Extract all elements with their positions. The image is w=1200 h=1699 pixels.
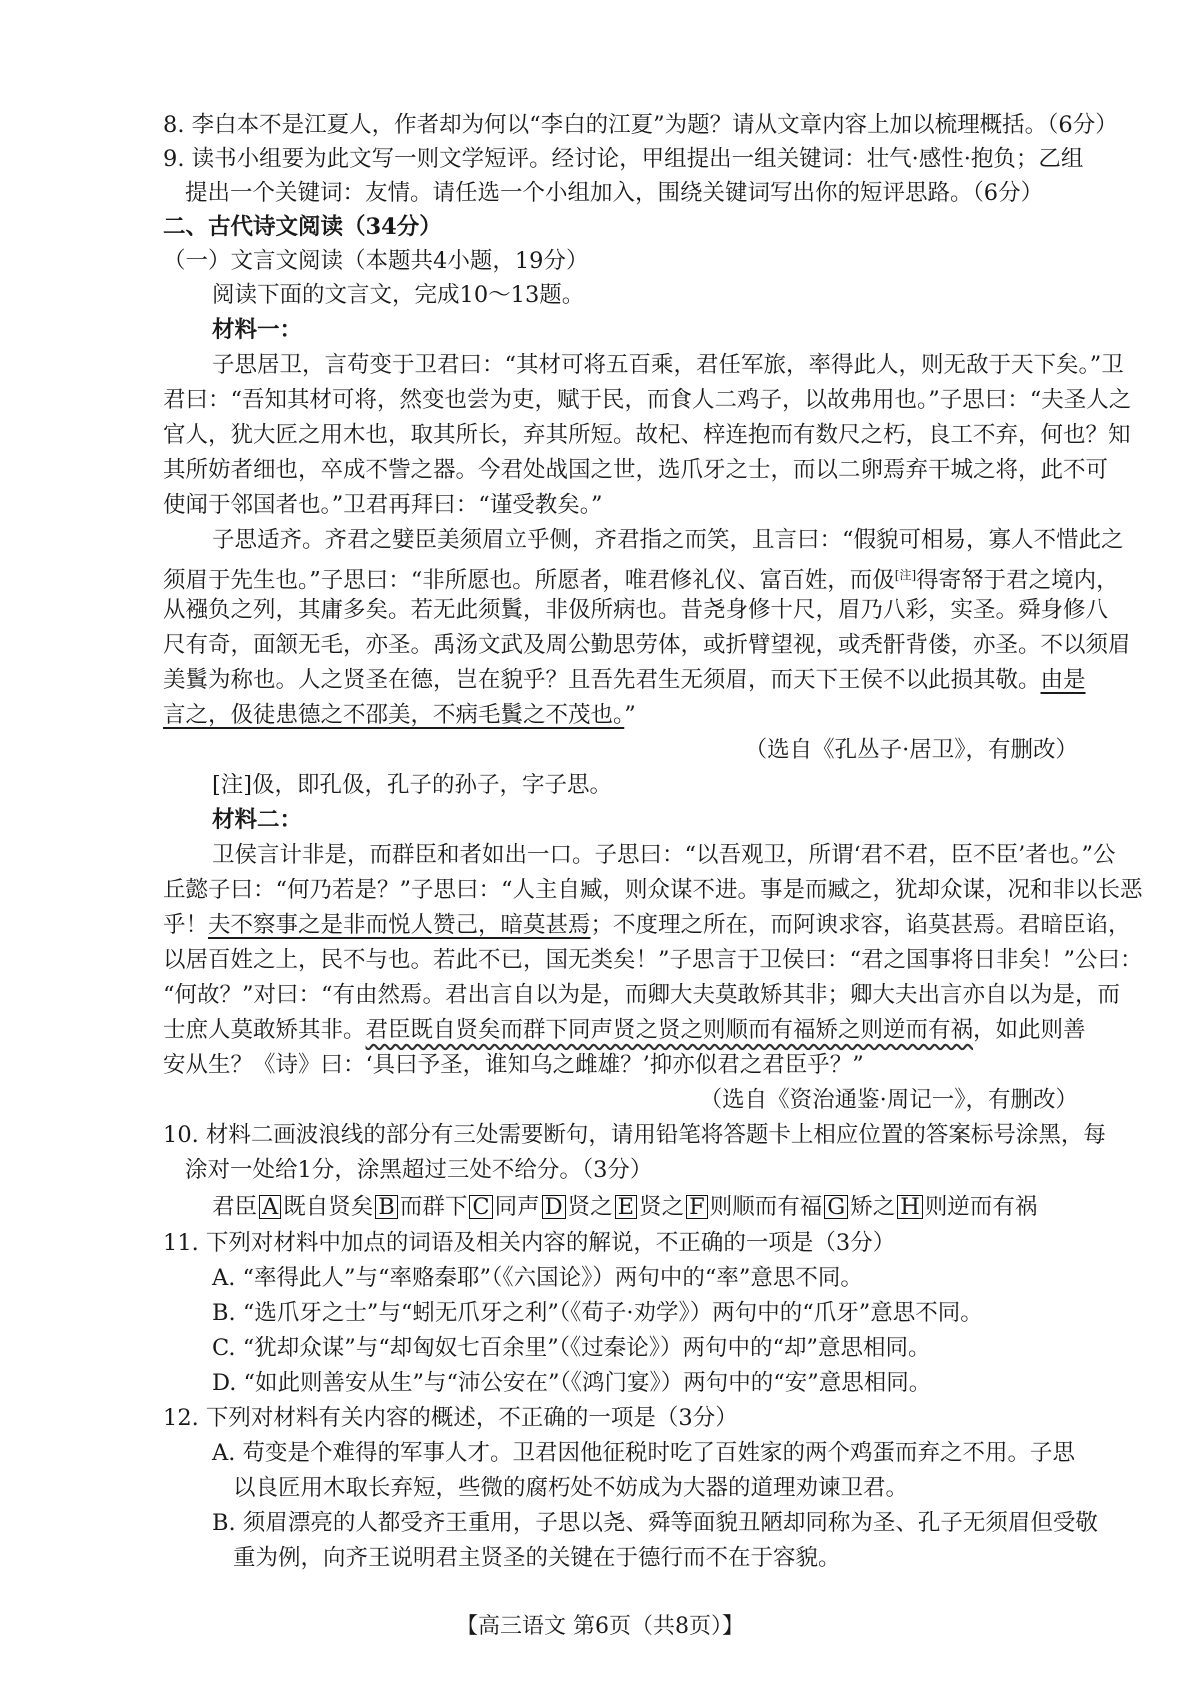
- material1-line: [163, 663, 1086, 697]
- material1-line: 君曰：“吾知其材可将，然变也尝为吏，赋于民，而食人二鸡子，以故弗用也。”子思曰：“夫圣人之: [163, 387, 1132, 413]
- option-box-e[interactable]: E: [615, 1195, 637, 1219]
- segment-text: 同声: [494, 1194, 540, 1220]
- annotation-note: [注]伋，即孔伋，孔子的孙子，字子思。: [212, 772, 613, 798]
- material1-line: 其所妨者细也，卒成不訾之器。今君处战国之世，选爪牙之士，而以二卵焉弃干城之将，此不可: [163, 457, 1109, 483]
- material2-line: [163, 908, 1131, 942]
- segment-text: 矫之: [850, 1194, 896, 1220]
- section-title: 二、古代诗文阅读（34分）: [163, 214, 442, 240]
- question-12-option-a: A. 苟变是个难得的军事人才。卫君因他征税时吃了百姓家的两个鸡蛋而弃之不用。子思: [212, 1440, 1076, 1466]
- option-box-h[interactable]: H: [897, 1195, 923, 1219]
- option-box-c[interactable]: C: [469, 1195, 492, 1219]
- question-11-option-d: D. “如此则善安从生”与“沛公安在”（《鸿门宴》）两句中的“安”意思相同。: [212, 1370, 932, 1396]
- material2-label: 材料二：: [212, 807, 303, 833]
- question-11-option-a: A. “率得此人”与“率赂秦耶”（《六国论》）两句中的“率”意思不同。: [212, 1265, 863, 1291]
- material1-text: 美鬒为称也。人之贤圣在德，岂在貌乎？且吾先君生无须眉，而天下王侯不以此损其敬。: [163, 667, 1041, 693]
- question-9-line1: 9. 读书小组要为此文写一则文学短评。经讨论，甲组提出一组关键词：壮气·感性·抱负；乙组: [163, 146, 1084, 172]
- material2-text: 乎！: [163, 912, 209, 938]
- material1-text: 须眉于先生也。”子思曰：“非所愿也。所愿者，唯君修礼仪、富百姓，而伋: [163, 567, 895, 594]
- material1-line: 子思适齐。齐君之嬖臣美须眉立乎侧，齐君指之而笑，且言曰：“假貌可相易，寡人不惜此之: [212, 527, 1124, 553]
- source-citation: （选自《资治通鉴·周记一》，有删改）: [699, 1087, 1078, 1113]
- question-11-option-c: C. “犹却众谋”与“却匈奴七百余里”（《过秦论》）两句中的“却”意思相同。: [212, 1335, 931, 1361]
- material2-line: 安从生？《诗》曰：‘具曰予圣，谁知乌之雌雄？’抑亦似君之君臣乎？”: [163, 1052, 864, 1078]
- question-11-stem: 11. 下列对材料中加点的词语及相关内容的解说，不正确的一项是（3分）: [163, 1230, 896, 1256]
- wavy-underlined-passage: 君臣既自贤矣而群下同声贤之贤之则顺而有福矫之则逆而有祸: [365, 1017, 974, 1043]
- option-box-f[interactable]: F: [686, 1195, 708, 1219]
- material2-text: 士庶人莫敢矫其非。: [163, 1017, 366, 1043]
- material2-line: 以居百姓之上，民不与也。若此不已，国无类矣！”子思言于卫侯曰：“君之国事将日非矣！”公曰：: [163, 947, 1143, 973]
- segment-text: 既自贤矣: [283, 1194, 374, 1220]
- underlined-sentence: 由是: [1040, 667, 1086, 693]
- question-8: 8. 李白本不是江夏人，作者却为何以“李白的江夏”为题？请从文章内容上加以梳理概括。（6分）: [163, 112, 1118, 138]
- material2-line: [163, 1013, 1086, 1047]
- material2-line: 丘懿子曰：“何乃若是？”子思曰：“人主自臧，则众谋不进。事是而臧之，犹却众谋，况和非以长恶: [163, 877, 1143, 903]
- material1-line: 子思居卫，言苟变于卫君曰：“其材可将五百乘，君任军旅，率得此人，则无敌于天下矣。”卫: [212, 352, 1124, 378]
- material1-line: 尺有奇，面颔无毛，亦圣。禹汤文武及周公勤思劳体，或折臂望视，或秃骭背偻，亦圣。不以须眉: [163, 632, 1131, 658]
- underlined-sentence: 夫不察事之是非而悦人赞己，暗莫甚焉: [208, 912, 591, 938]
- punctuation-choices: [212, 1190, 1037, 1224]
- material1-line: [163, 698, 636, 732]
- segment-text: 而群下: [399, 1194, 468, 1220]
- question-9-line2: 提出一个关键词：友情。请任选一个小组加入，围绕关键词写出你的短评思路。（6分）: [185, 180, 1044, 206]
- segment-text: 贤之: [567, 1194, 613, 1220]
- question-12-option-a-cont: 以良匠用木取长弃短，些微的腐朽处不妨成为大器的道理劝谏卫君。: [233, 1475, 909, 1501]
- source-citation: （选自《孔丛子·居卫》，有删改）: [744, 737, 1078, 763]
- material2-line: “何故？”对曰：“有由然焉。君出言自以为是，而卿大夫莫敢矫其非；卿大夫出言亦自以为是，而: [163, 982, 1121, 1008]
- option-box-b[interactable]: B: [375, 1195, 398, 1219]
- option-box-a[interactable]: A: [259, 1195, 281, 1219]
- segment-text: 则逆而有祸: [924, 1194, 1038, 1220]
- question-12-stem: 12. 下列对材料有关内容的概述，不正确的一项是（3分）: [163, 1405, 738, 1431]
- question-10-line2: 涂对一处给1分，涂黑超过三处不给分。（3分）: [185, 1157, 653, 1183]
- subsection-title: （一）文言文阅读（本题共4小题，19分）: [163, 248, 589, 274]
- segment-text: 贤之: [639, 1194, 685, 1220]
- footnote-marker: [注]: [894, 568, 917, 582]
- material2-text: ，如此则善: [973, 1017, 1086, 1043]
- material1-text: ”: [624, 702, 636, 728]
- material1-line: 使闻于邻国者也。”卫君再拜曰：“谨受教矣。”: [163, 492, 603, 518]
- material1-line: 从襁负之列，其庸多矣。若无此须鬒，非伋所病也。昔尧身修十尺，眉乃八彩，实圣。舜身修八: [163, 597, 1109, 623]
- question-11-option-b: B. “选爪牙之士”与“蚓无爪牙之利”（《荀子·劝学》）两句中的“爪牙”意思不同。: [212, 1300, 983, 1326]
- question-12-option-b-cont: 重为例，向齐王说明君主贤圣的关键在于德行而不在于容貌。: [233, 1545, 841, 1571]
- material1-label: 材料一：: [212, 317, 303, 343]
- material1-line: 官人，犹大匠之用木也，取其所长，弃其所短。故杞、梓连抱而有数尺之朽，良工不弃，何也？知: [163, 422, 1131, 448]
- question-10-line1: 10. 材料二画波浪线的部分有三处需要断句，请用铅笔将答题卡上相应位置的答案标号涂黑，每: [163, 1122, 1106, 1148]
- material2-line: 卫侯言计非是，而群臣和者如出一口。子思曰：“以吾观卫，所谓‘君不君，臣不臣’者也。”公: [212, 842, 1116, 868]
- material2-text: ；不度理之所在，而阿谀求容，谄莫甚焉。君暗臣谄，: [590, 912, 1131, 938]
- page-footer: 【高三语文 第6页（共8页）】: [456, 1614, 744, 1639]
- question-12-option-b: B. 须眉漂亮的人都受齐王重用，子思以尧、舜等面貌丑陋却同称为圣、孔子无须眉但受敬: [212, 1510, 1098, 1536]
- segment-text: 君臣: [212, 1194, 258, 1220]
- material1-line: [163, 558, 1119, 598]
- option-box-d[interactable]: D: [542, 1195, 566, 1219]
- underlined-sentence: 言之，伋徒患德之不邵美，不病毛鬒之不茂也。: [163, 702, 625, 728]
- material1-text: 得寄帑于君之境内，: [916, 567, 1119, 594]
- option-box-g[interactable]: G: [824, 1195, 848, 1219]
- instruction: 阅读下面的文言文，完成10～13题。: [212, 282, 585, 308]
- segment-text: 则顺而有福: [709, 1194, 823, 1220]
